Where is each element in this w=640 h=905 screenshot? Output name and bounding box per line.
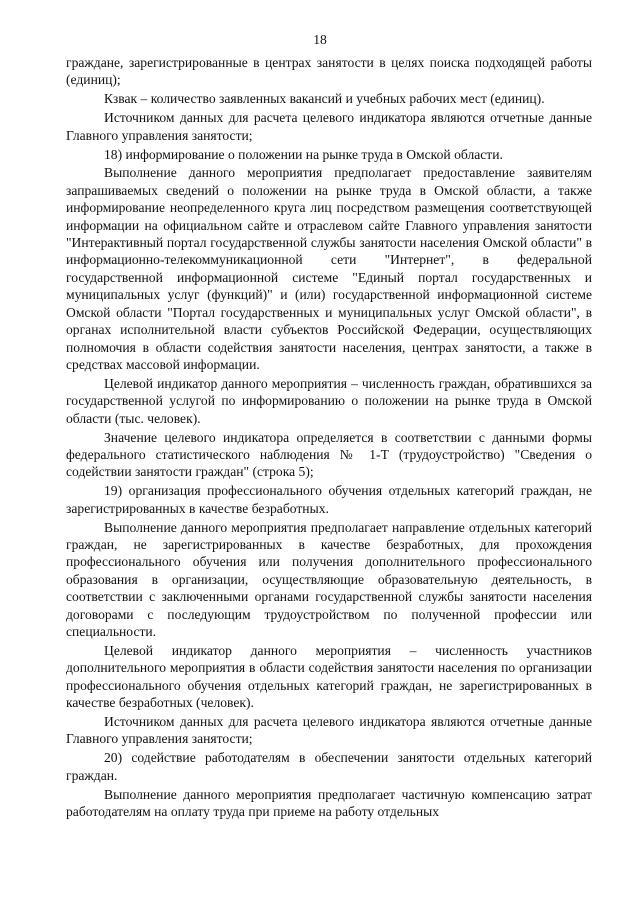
paragraph-item-20-description: Выполнение данного мероприятия предполагает частичную компенсацию затрат работодателям на оплату труда при приеме на работу отдельных [66,786,592,820]
paragraph-item-18-description: Выполнение данного мероприятия предполагает предоставление заявителям запрашиваемых сведений о положении на рынке труда в Омской области, а также информирование неопределенного круга лиц посредством размещения соответствующей информации на официальном сайте и отраслевом сайте Главного управления занятости "Интерактивный портал государственной службы занятости населения Омской области" в информационно-телекоммуникационной сети "Интернет", в федеральной государственной информационной системе "Единый портал государственных и муниципальных услуг (функций)" и (или) государственной информационной системе Омской области "Портал государственных и муниципальных услуг Омской области", в органах исполнительной власти субъектов Российской Федерации, осуществляющих полномочия в области содействия занятости населения, центрах занятости, а также в средствах массовой информации. [66,165,592,372]
paragraph-item-19-heading: 19) организация профессионального обучения отдельных категорий граждан, не зарегистрированных в качестве безработных. [66,483,592,516]
paragraph-item-18-heading: 18) информирование о положении на рынке труда в Омской области. [104,146,503,162]
paragraph-data-source: Источником данных для расчета целевого индикатора являются отчетные данные Главного управления занятости; [66,110,592,143]
paragraph-item-20-heading: 20) содействие работодателям в обеспечении занятости отдельных категорий граждан. [66,750,592,783]
paragraph-item-19-description: Выполнение данного мероприятия предполагает направление отдельных категорий граждан, не зарегистрированных в качестве безработных, для прохождения профессионального обучения или получения дополнительного профессионального образования в организации, осуществляющие образовательную деятельность, в соответствии с заключенными органами государственной службы занятости населения договорами с последующим трудоустройством по полученной профессии или специальности. [66,519,592,639]
paragraph-item-19-indicator: Целевой индикатор данного мероприятия – численность участников дополнительного мероприятия в области содействия занятости населения по организации профессионального обучения отдельных категорий граждан, не зарегистрированных в качестве безработных (человек). [66,642,592,711]
paragraph-item-18-indicator-value: Значение целевого индикатора определяется в соответствии с данными формы федерального статистического наблюдения № 1-Т (трудоустройство) "Сведения о содействии занятости граждан" (строка 5); [66,429,592,480]
paragraph-item-18-indicator: Целевой индикатор данного мероприятия – численность граждан, обратившихся за государственной услугой по информированию о положении на рынке труда в Омской области (тыс. человек). [66,375,592,426]
paragraph-continuation: граждане, зарегистрированные в центрах занятости в целях поиска подходящей работы (единиц); [66,55,592,88]
paragraph-item-19-data-source: Источником данных для расчета целевого индикатора являются отчетные данные Главного управления занятости; [66,714,592,747]
page-number: 18 [313,32,327,47]
document-body [66,54,592,822]
paragraph-kzvak-definition: Кзвак – количество заявленных вакансий и учебных рабочих мест (единиц). [104,91,545,107]
